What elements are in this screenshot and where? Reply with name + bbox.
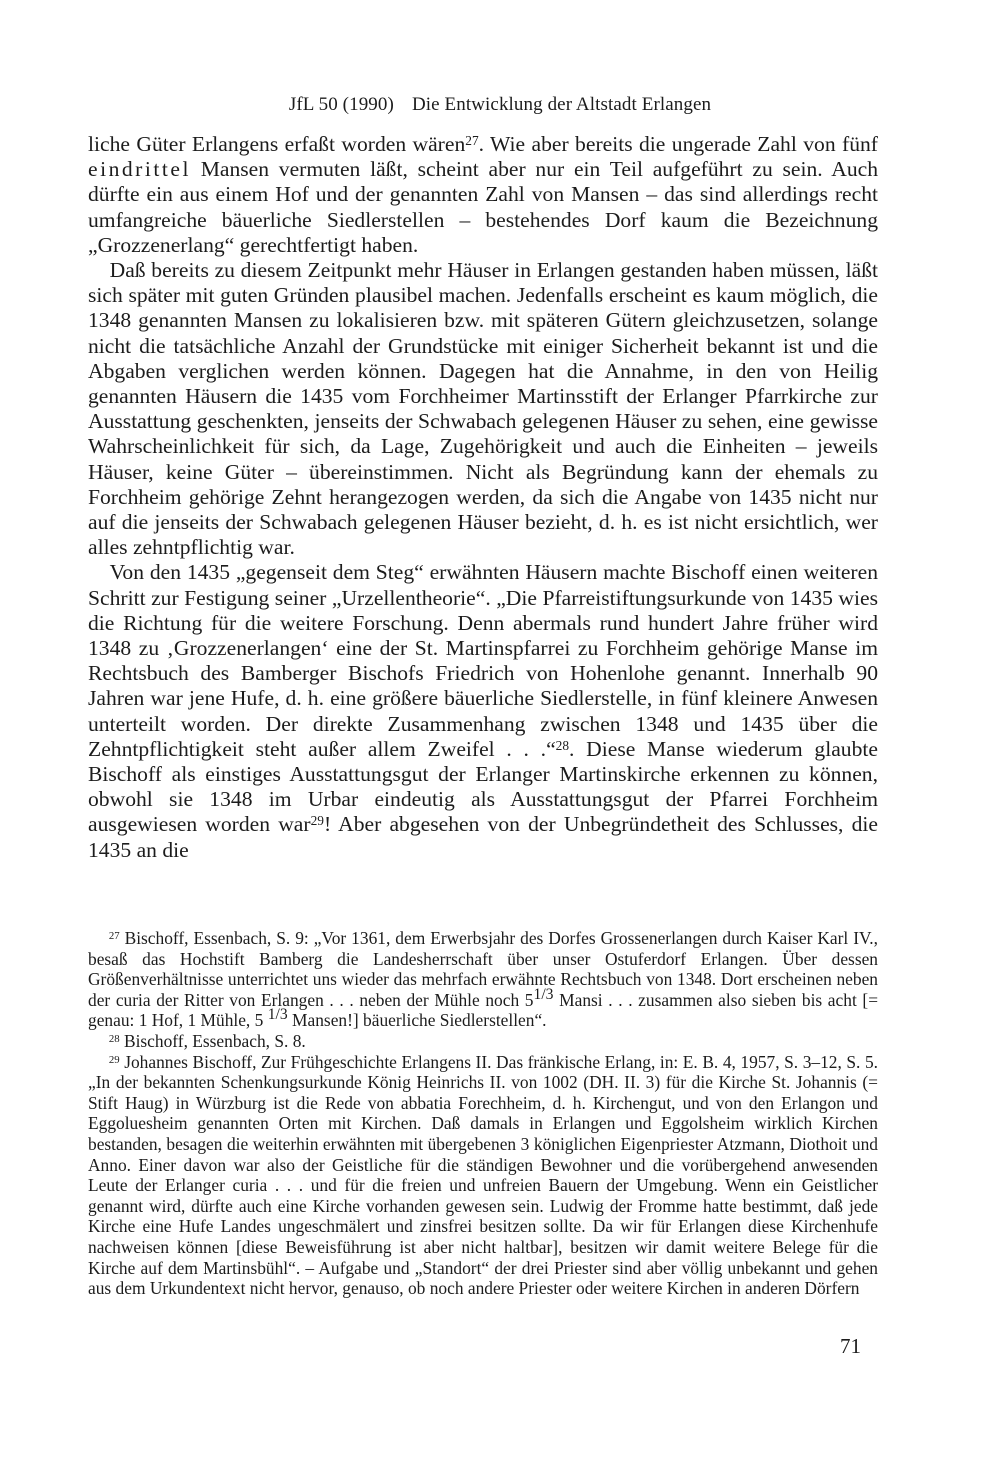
footnote-number: 29 (108, 1053, 120, 1066)
text-run: liche Güter Erlangens erfaßt worden wären (88, 132, 466, 156)
text-run: Von den 1435 „gegenseit dem Steg“ erwähnten Häusern machte Bischoff einen weiteren Schritt zur Festigung seiner „Urzellentheorie“. „Die Pfarreistiftungsurkunde von 1435 wies die Richtung für die weitere Forschung. Denn abermals rund hundert Jahre früher wird 1348 zu ‚Grozzenerlangen‘ eine der St. Martinspfarrei zu Forchheim gehörige Manse im Rechtsbuch des Bamberger Bischofs Friedrich von Hohenlohe genannt. Innerhalb 90 Jahren war jene Hufe, d. h. eine größere bäuerliche Siedlerstelle, in fünf kleinere Anwesen unterteilt worden. Der direkte Zusammenhang zwischen 1348 und 1435 über die Zehntpflichtigkeit steht außer allem Zweifel . . .“ (88, 560, 878, 761)
footnote-27 (88, 928, 878, 1031)
text-run: . Wie aber bereits die ungerade Zahl von fünf (478, 132, 878, 156)
text-run: Bischoff, Essenbach, S. 8. (119, 1030, 306, 1051)
footnote-28 (88, 1031, 878, 1052)
text-run: Mansen vermuten läßt, scheint aber nur ein Teil aufgeführt zu sein. Auch dürfte ein aus einem Hof und der genannten Zahl von Mansen – das sind allerdings recht umfangreiche bäuerliche Siedlerstellen – bestehendes Dorf kaum die Bezeichnung „Grozzenerlang“ gerechtfertigt haben. (88, 157, 878, 257)
footnote-29 (88, 1052, 878, 1299)
fraction: 1/3 (267, 1006, 288, 1024)
paragraph-1 (88, 132, 878, 258)
running-title: Die Entwicklung der Altstadt Erlangen (411, 94, 712, 115)
footnote-ref-28[interactable]: 28 (555, 737, 570, 753)
text-run: Johannes Bischoff, Zur Frühgeschichte Erlangens II. Das fränkische Erlang, in: E. B. 4, 1957, S. 3–12, S. 5. „In der bekannten Schenkungsurkunde König Heinrichs II. von 1002 (DH. II. 3) für die Kirche St. Johannis (= Stift Haug) in Würzburg ist die Rede von abbatia Forechheim, d. h. Kirchengut, und von den Erlangon und Eggoluesheim genannten Orten mit Kirchen. Daß damals in Erlangen und Eggolsheim wirklich Kirchen bestanden, besagen die weiterhin erwähnten mit übergebenen 3 königlichen Eigenpriester Atzmann, Diothoit und Anno. Einer davon war also der Geistliche für die ständigen Bewohner und die vorübergehend anwesenden Leute der Erlanger curia . . . und für die freien und unfreien Bauern der Umgebung. Wenn ein Geistlicher genannt wird, dürfte auch eine Kirche vorhanden gewesen sein. Ludwig der Fromme hatte bestimmt, daß jede Kirche eine Hufe Landes ungeschmälert und zinsfrei besitzen sollte. Da wir für Erlangen diese Kirchenhufe nachweisen können [diese Beweisführung ist aber nicht haltbar], besitzen wir damit weitere Belege für die Kirche auf dem Martinsbühl“. – Aufgabe und „Standort“ der drei Priester sind aber völlig unbekannt und gehen aus dem Urkundentext nicht hervor, genauso, ob noch andere Priester oder weitere Kirchen in anderen Dörfern (88, 1051, 878, 1299)
footnote-ref-27[interactable]: 27 (465, 132, 479, 148)
paragraph-2: Daß bereits zu diesem Zeitpunkt mehr Häuser in Erlangen gestanden haben müssen, läßt sich später mit guten Gründen plausibel machen. Jedenfalls erscheint es kaum möglich, die 1348 genannten Mansen zu lokalisieren bzw. mit späteren Gütern gleichzusetzen, solange nicht die tatsächliche Anzahl der Grundstücke mit einiger Sicherheit bekannt ist und die Abgaben verglichen werden können. Dagegen hat die Annahme, in den von Heilig genannten Häusern die 1435 vom Forchheimer Martinsstift der Erlanger Pfarrkirche zur Ausstattung geschenkten, jenseits der Schwabach gelegenen Häuser zu sehen, eine gewisse Wahrscheinlichkeit für sich, da Lage, Zugehörigkeit und auch die Einheiten – jeweils Häuser, keine Güter – übereinstimmen. Nicht als Begründung kann der ehemals zu Forchheim gehörige Zehnt herangezogen werden, da sich die Angabe von 1435 nicht nur auf die jenseits der Schwabach gelegenen Häuser bezieht, d. h. es ist nicht ersichtlich, wer alles zehntpflichtig war. (88, 258, 878, 560)
text-run: Bischoff, Essenbach, S. 9: „Vor 1361, dem Erwerbsjahr des Dorfes Grossenerlangen durch Kaiser Karl IV., besaß das Hochstift Bamberg die Landesherrschaft über unser Ostuferdorf Erlangen. Über dessen Größenverhältnisse unterrichtet uns wieder das mehrfach erwähnte Rechtsbuch von 1348. Dort erscheinen neben der curia der Ritter von Erlangen . . . neben der Mühle noch 5 (88, 928, 878, 1010)
footnote-number: 28 (108, 1033, 120, 1046)
main-text (88, 132, 878, 863)
page-number: 71 (840, 1334, 861, 1358)
footnote-number: 27 (108, 930, 120, 943)
journal-reference: JfL 50 (1990) (288, 94, 394, 115)
text-run: . Diese Manse wiederum glaubte Bischoff als einstiges Ausstattungsgut der Erlanger Martinskirche erkennen zu können, obwohl sie 1348 im Urbar eindeutig als Ausstattungsgut der Pfarrei Forchheim ausgewiesen worden war (88, 736, 878, 837)
running-header (0, 94, 1000, 116)
footnotes (88, 928, 878, 1299)
paragraph-3 (88, 560, 878, 862)
text-run: Mansi . . . zusammen also sieben bis acht [= genau: 1 Hof, 1 Mühle, 5 (88, 989, 878, 1031)
text-run: Mansen!] bäuerliche Siedlerstellen“. (287, 1010, 547, 1031)
spaced-word: eindrittel (88, 157, 191, 182)
footnote-ref-29[interactable]: 29 (310, 813, 324, 829)
fraction: 1/3 (533, 985, 554, 1003)
text-run: ! Aber abgesehen von der Unbegründetheit des Schlusses, die 1435 an die (88, 812, 878, 862)
